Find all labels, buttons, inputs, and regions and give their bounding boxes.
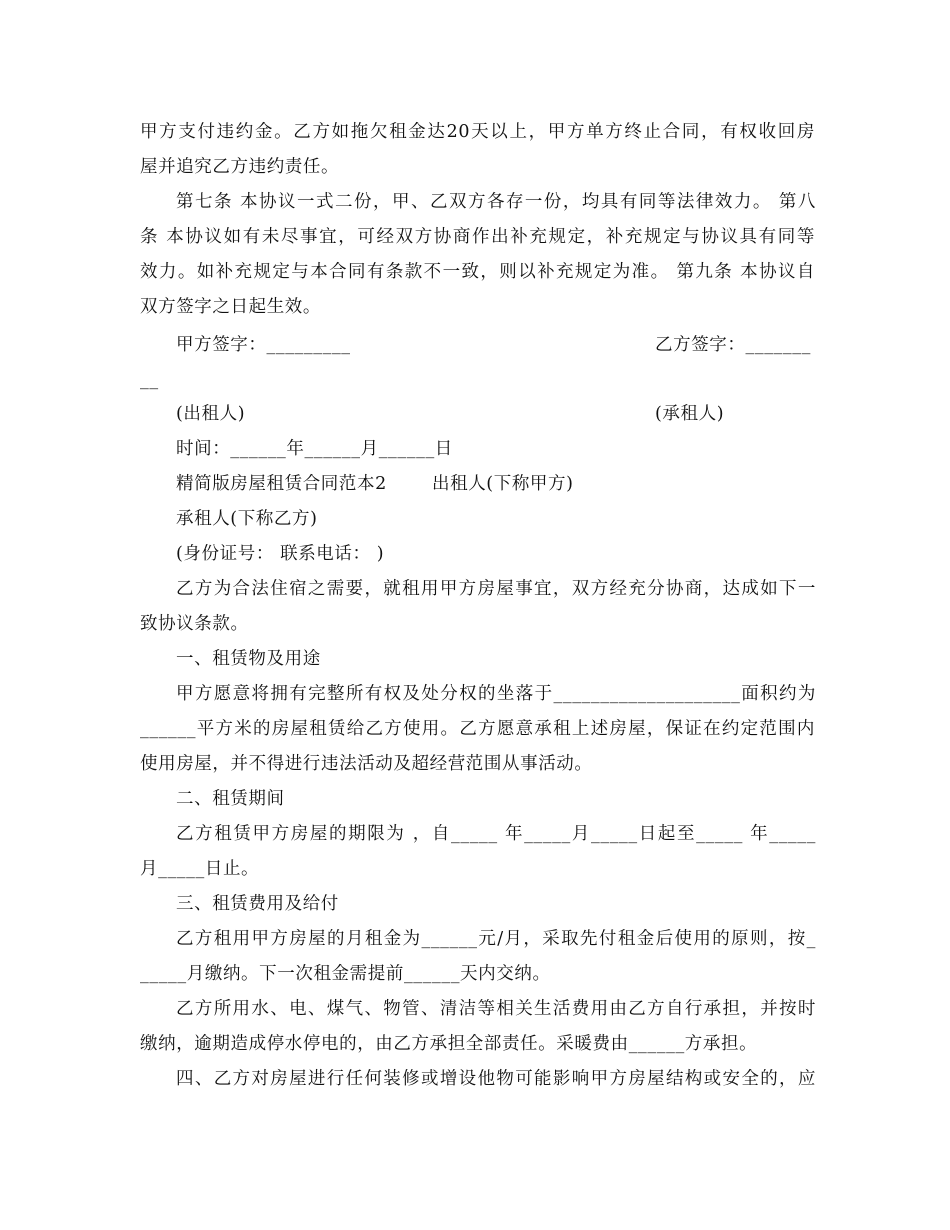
paragraph-line: 屋并追究乙方违约责任。 xyxy=(140,157,340,177)
party-b-signature: 乙方签字：_______ xyxy=(655,335,811,355)
lessor-line: 出租人(下称甲方) xyxy=(432,474,574,494)
paragraph-line: 乙方为合法住宿之需要，就租用甲方房屋事宜，双方经充分协商，达成如下一 xyxy=(176,579,816,599)
id-contact-line: (身份证号： 联系电话： ) xyxy=(176,544,385,564)
paragraph-line: _____月缴纳。下一次租金需提前______天内交纳。 xyxy=(140,964,551,984)
section-heading: 三、租赁费用及给付 xyxy=(176,894,339,914)
party-b-signature-tail: __ xyxy=(140,370,159,390)
party-a-role: (出租人) xyxy=(176,404,246,424)
paragraph-line: 致协议条款。 xyxy=(140,614,249,634)
lessee-line: 承租人(下称乙方) xyxy=(176,509,318,529)
paragraph-line: 四、乙方对房屋进行任何装修或增设他物可能影响甲方房屋结构或安全的，应 xyxy=(176,1069,816,1089)
paragraph-line: 效力。如补充规定与本合同有条款不一致，则以补充规定为准。 第九条 本协议自 xyxy=(140,262,815,282)
paragraph-line: 条 本协议如有未尽事宜，可经双方协商作出补充规定，补充规定与协议具有同等 xyxy=(140,227,815,247)
party-b-role: (承租人) xyxy=(655,404,725,424)
paragraph-line: 使用房屋，并不得进行违法活动及超经营范围从事活动。 xyxy=(140,754,593,774)
paragraph-line: 甲方支付违约金。乙方如拖欠租金达20天以上，甲方单方终止合同，有权收回房 xyxy=(140,122,815,142)
paragraph-line: 乙方所用水、电、煤气、物管、清洁等相关生活费用由乙方自行承担，并按时 xyxy=(176,999,816,1019)
paragraph-line: 第七条 本协议一式二份，甲、乙双方各存一份，均具有同等法律效力。 第八 xyxy=(176,192,816,212)
signing-date: 时间：______年______月______日 xyxy=(176,439,453,459)
contract-title: 精简版房屋租赁合同范本2 xyxy=(176,474,387,494)
paragraph-line: ______平方米的房屋租赁给乙方使用。乙方愿意承租上述房屋，保证在约定范围内 xyxy=(140,719,815,739)
paragraph-line: 缴纳，逾期造成停水停电的，由乙方承担全部责任。采暖费由______方承担。 xyxy=(140,1034,758,1054)
paragraph-line: 乙方租赁甲方房屋的期限为 ，自_____ 年_____月_____日起至_____ 年_____ xyxy=(176,824,816,844)
section-heading: 一、租赁物及用途 xyxy=(176,649,321,669)
paragraph-line: 甲方愿意将拥有完整所有权及处分权的坐落于____________________面积约为 xyxy=(176,684,816,704)
party-a-signature: 甲方签字：_________ xyxy=(176,335,351,355)
section-heading: 二、租赁期间 xyxy=(176,789,285,809)
paragraph-line: 乙方租用甲方房屋的月租金为______元/月，采取先付租金后使用的原则，按_ xyxy=(176,929,816,949)
paragraph-line: 双方签字之日起生效。 xyxy=(140,297,321,317)
paragraph-line: 月_____日止。 xyxy=(140,859,260,879)
